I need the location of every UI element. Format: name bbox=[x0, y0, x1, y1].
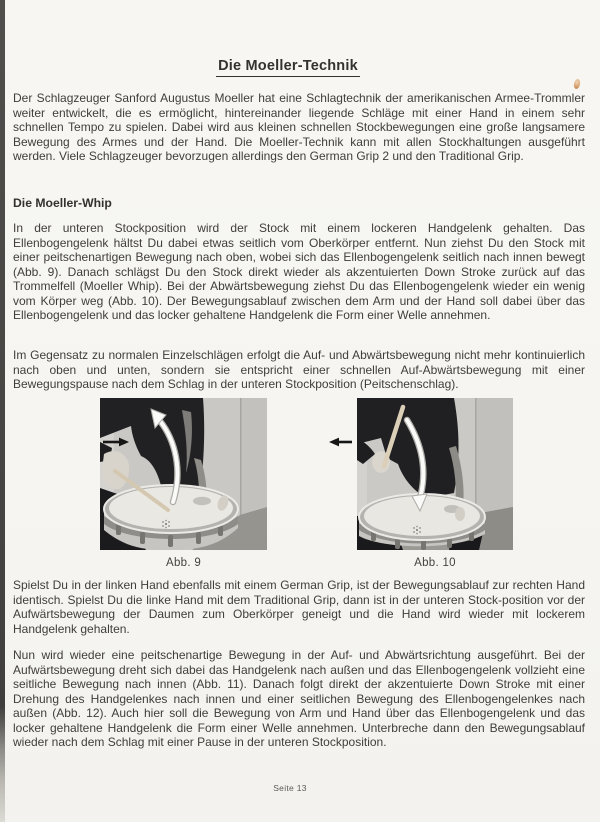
section-heading: Die Moeller-Whip bbox=[13, 196, 112, 210]
figure-caption: Abb. 9 bbox=[165, 557, 202, 569]
figure-row bbox=[0, 398, 600, 574]
figure-caption: Abb. 10 bbox=[414, 557, 456, 569]
figure-abb-9 bbox=[100, 398, 267, 569]
page-number: Seite 13 bbox=[273, 783, 307, 793]
paper-speck bbox=[573, 78, 581, 89]
page-title bbox=[0, 58, 576, 77]
drummer-photo-upstroke bbox=[100, 398, 267, 550]
paragraph-nun-wird: Nun wird wieder eine peitschenartige Bewegung in der Auf- und Abwärtsrichtung ausgeführt. Bei der Aufwärtsbewegung dreht sich dabei das Handgelenk nach außen und das Ellenbogengelenk vollzieht eine seitliche Bewegung nach innen (Abb. 11). Danach folgt direkt der akzentuierte Down Stroke mit einer Drehung des Handgelenkes nach innen und einer seitlichen Bewegung des Ellenbogengelenkes nach außen (Abb. 12). Auch hier soll die Bewegung von Arm und Hand über das Ellenbogengelenk und das locker gehaltene Handgelenk die Form einer Welle annehmen. Unterbreche dann den Bewegungsablauf wieder nach dem Schlag mit einer Pause in der unteren Stockposition. bbox=[13, 648, 585, 750]
figure-abb-10 bbox=[357, 398, 513, 569]
paragraph-whip: In der unteren Stockposition wird der Stock mit einem lockeren Handgelenk gehalten. Das Ellenbogengelenk hältst Du dabei etwas seitlich vom Oberkörper entfernt. Nun ziehst Du den Stock mit einer peitschenartigen Bewegung nach oben, wobei sich das Ellenbogengelenk seitlich nach innen bewegt (Abb. 9). Danach schlägst Du den Stock direkt wieder als akzentuierten Down Stroke zurück auf das Trommelfell (Moeller Whip). Bei der Abwärtsbewegung ziehst Du das Ellenbogengelenk wieder ein wenig vom Körper weg (Abb. 10). Der Bewegungsablauf zwischen dem Arm und der Hand soll dabei über das Ellenbogengelenk und das locker gehaltene Handgelenk die Form einer Welle annehmen. bbox=[13, 221, 585, 323]
left-arrow-icon bbox=[329, 437, 353, 447]
paragraph-intro: Der Schlagzeuger Sanford Augustus Moeller hat eine Schlagtechnik der amerikanischen Armee-Trommler weiter entwickelt, die es ermöglicht, hintereinander liegende Schläge mit einer Hand in einem sehr schnellen Tempo zu spielen. Dabei wird aus kleinen schnellen Stockbewegungen eine große langsamere Bewegung des Armes und der Hand. Die Moeller-Technik kann mit allen Stockhaltungen ausgeführt werden. Viele Schlagzeuger bevorzugen allerdings den German Grip 2 und den Traditional Grip. bbox=[13, 91, 585, 164]
paragraph-linke-hand: Spielst Du in der linken Hand ebenfalls mit einem German Grip, ist der Bewegungsablauf zur rechten Hand identisch. Spielst Du die linke Hand mit dem Traditional Grip, dann ist in der unteren Stock-position vor der Aufwärtsbewegung der Daumen zum Oberkörper geneigt und die Hand wird wieder mit lockerem Handgelenk gehalten. bbox=[13, 578, 585, 636]
page-title-text: Die Moeller-Technik bbox=[216, 58, 360, 77]
drummer-fingers bbox=[455, 507, 465, 521]
drum-head bbox=[109, 487, 233, 529]
drummer-photo-downstroke bbox=[357, 398, 513, 550]
paragraph-gegensatz: Im Gegensatz zu normalen Einzelschlägen erfolgt die Auf- und Abwärtsbewegung nicht mehr kontinuierlich nach oben und unten, sondern sie entspricht einer schnellen Auf-Abwärtsbewegung mit einer Bewegungspause nach dem Schlag in der unteren Stockposition (Peitschenschlag). bbox=[13, 348, 585, 392]
